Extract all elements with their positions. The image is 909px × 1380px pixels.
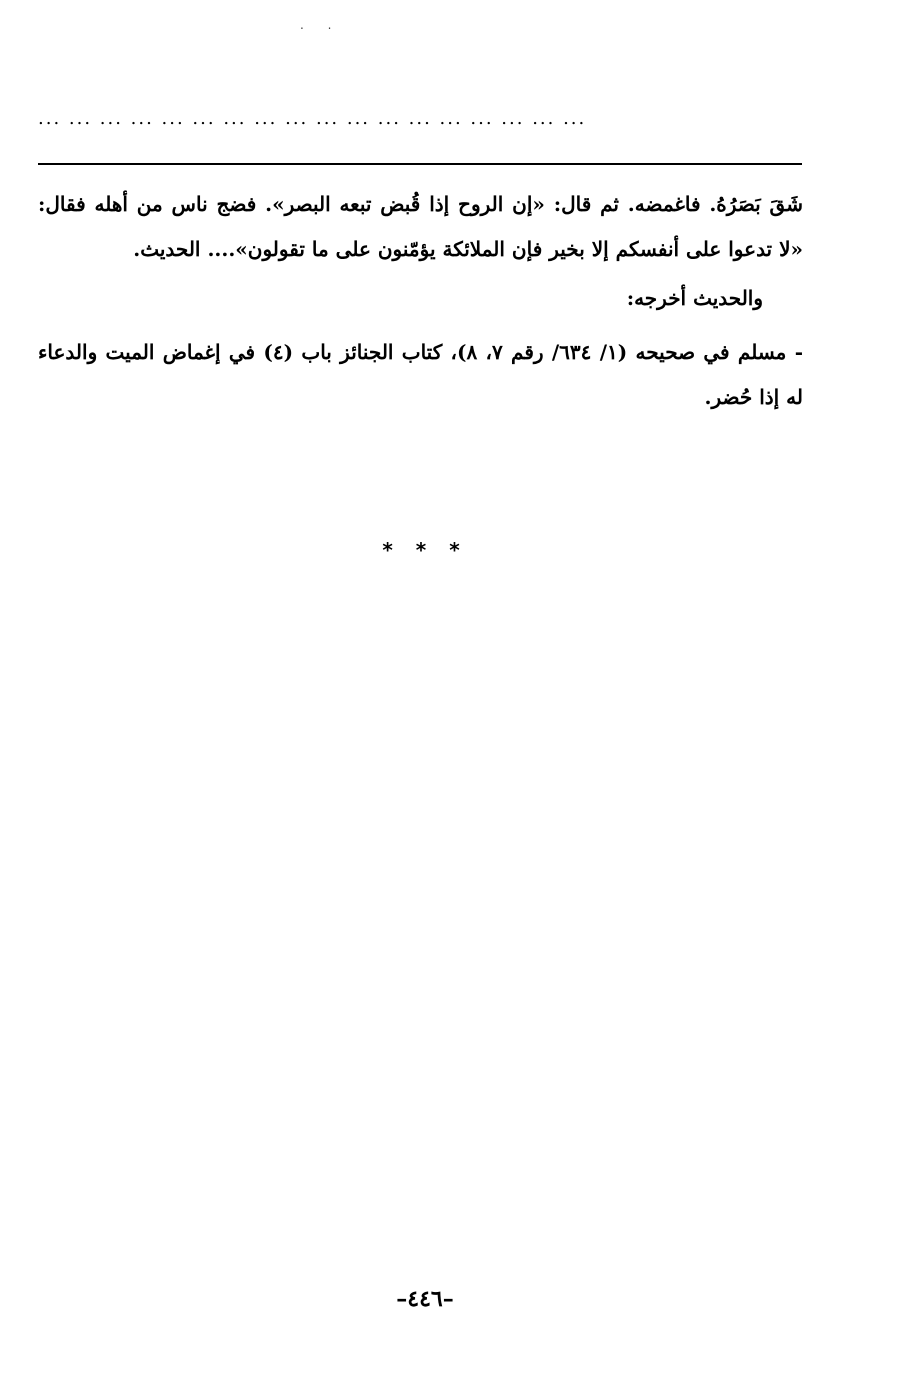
page-number: –٤٤٦– [396,1286,454,1312]
paragraph-hadith-text: شَقَ بَصَرُهُ. فاغمضه. ثم قال: «إن الروح إذا قُبض تبعه البصر». فضج ناس من أهله فقال: «لا تدعوا على أنفسكم إلا بخير فإن الملائكة يؤمّنون على ما تقولون».... الحديث. [38,192,803,261]
paragraph-takhrij-heading: والحديث أخرجه: [626,286,763,310]
footnote-divider [38,163,802,165]
ellipsis-row: ... ... ... ... ... ... ... ... ... ... ... ... ... ... ... ... ... ... [38,108,587,129]
top-marks: . . [300,18,342,32]
section-separator: * * * [382,538,468,562]
paragraph-source-citation: - مسلم في صحيحه (١/ ٦٣٤/ رقم ٧، ٨)، كتاب الجنائز باب (٤) في إغماض الميت والدعاء له إذا حُضر. [38,340,803,409]
